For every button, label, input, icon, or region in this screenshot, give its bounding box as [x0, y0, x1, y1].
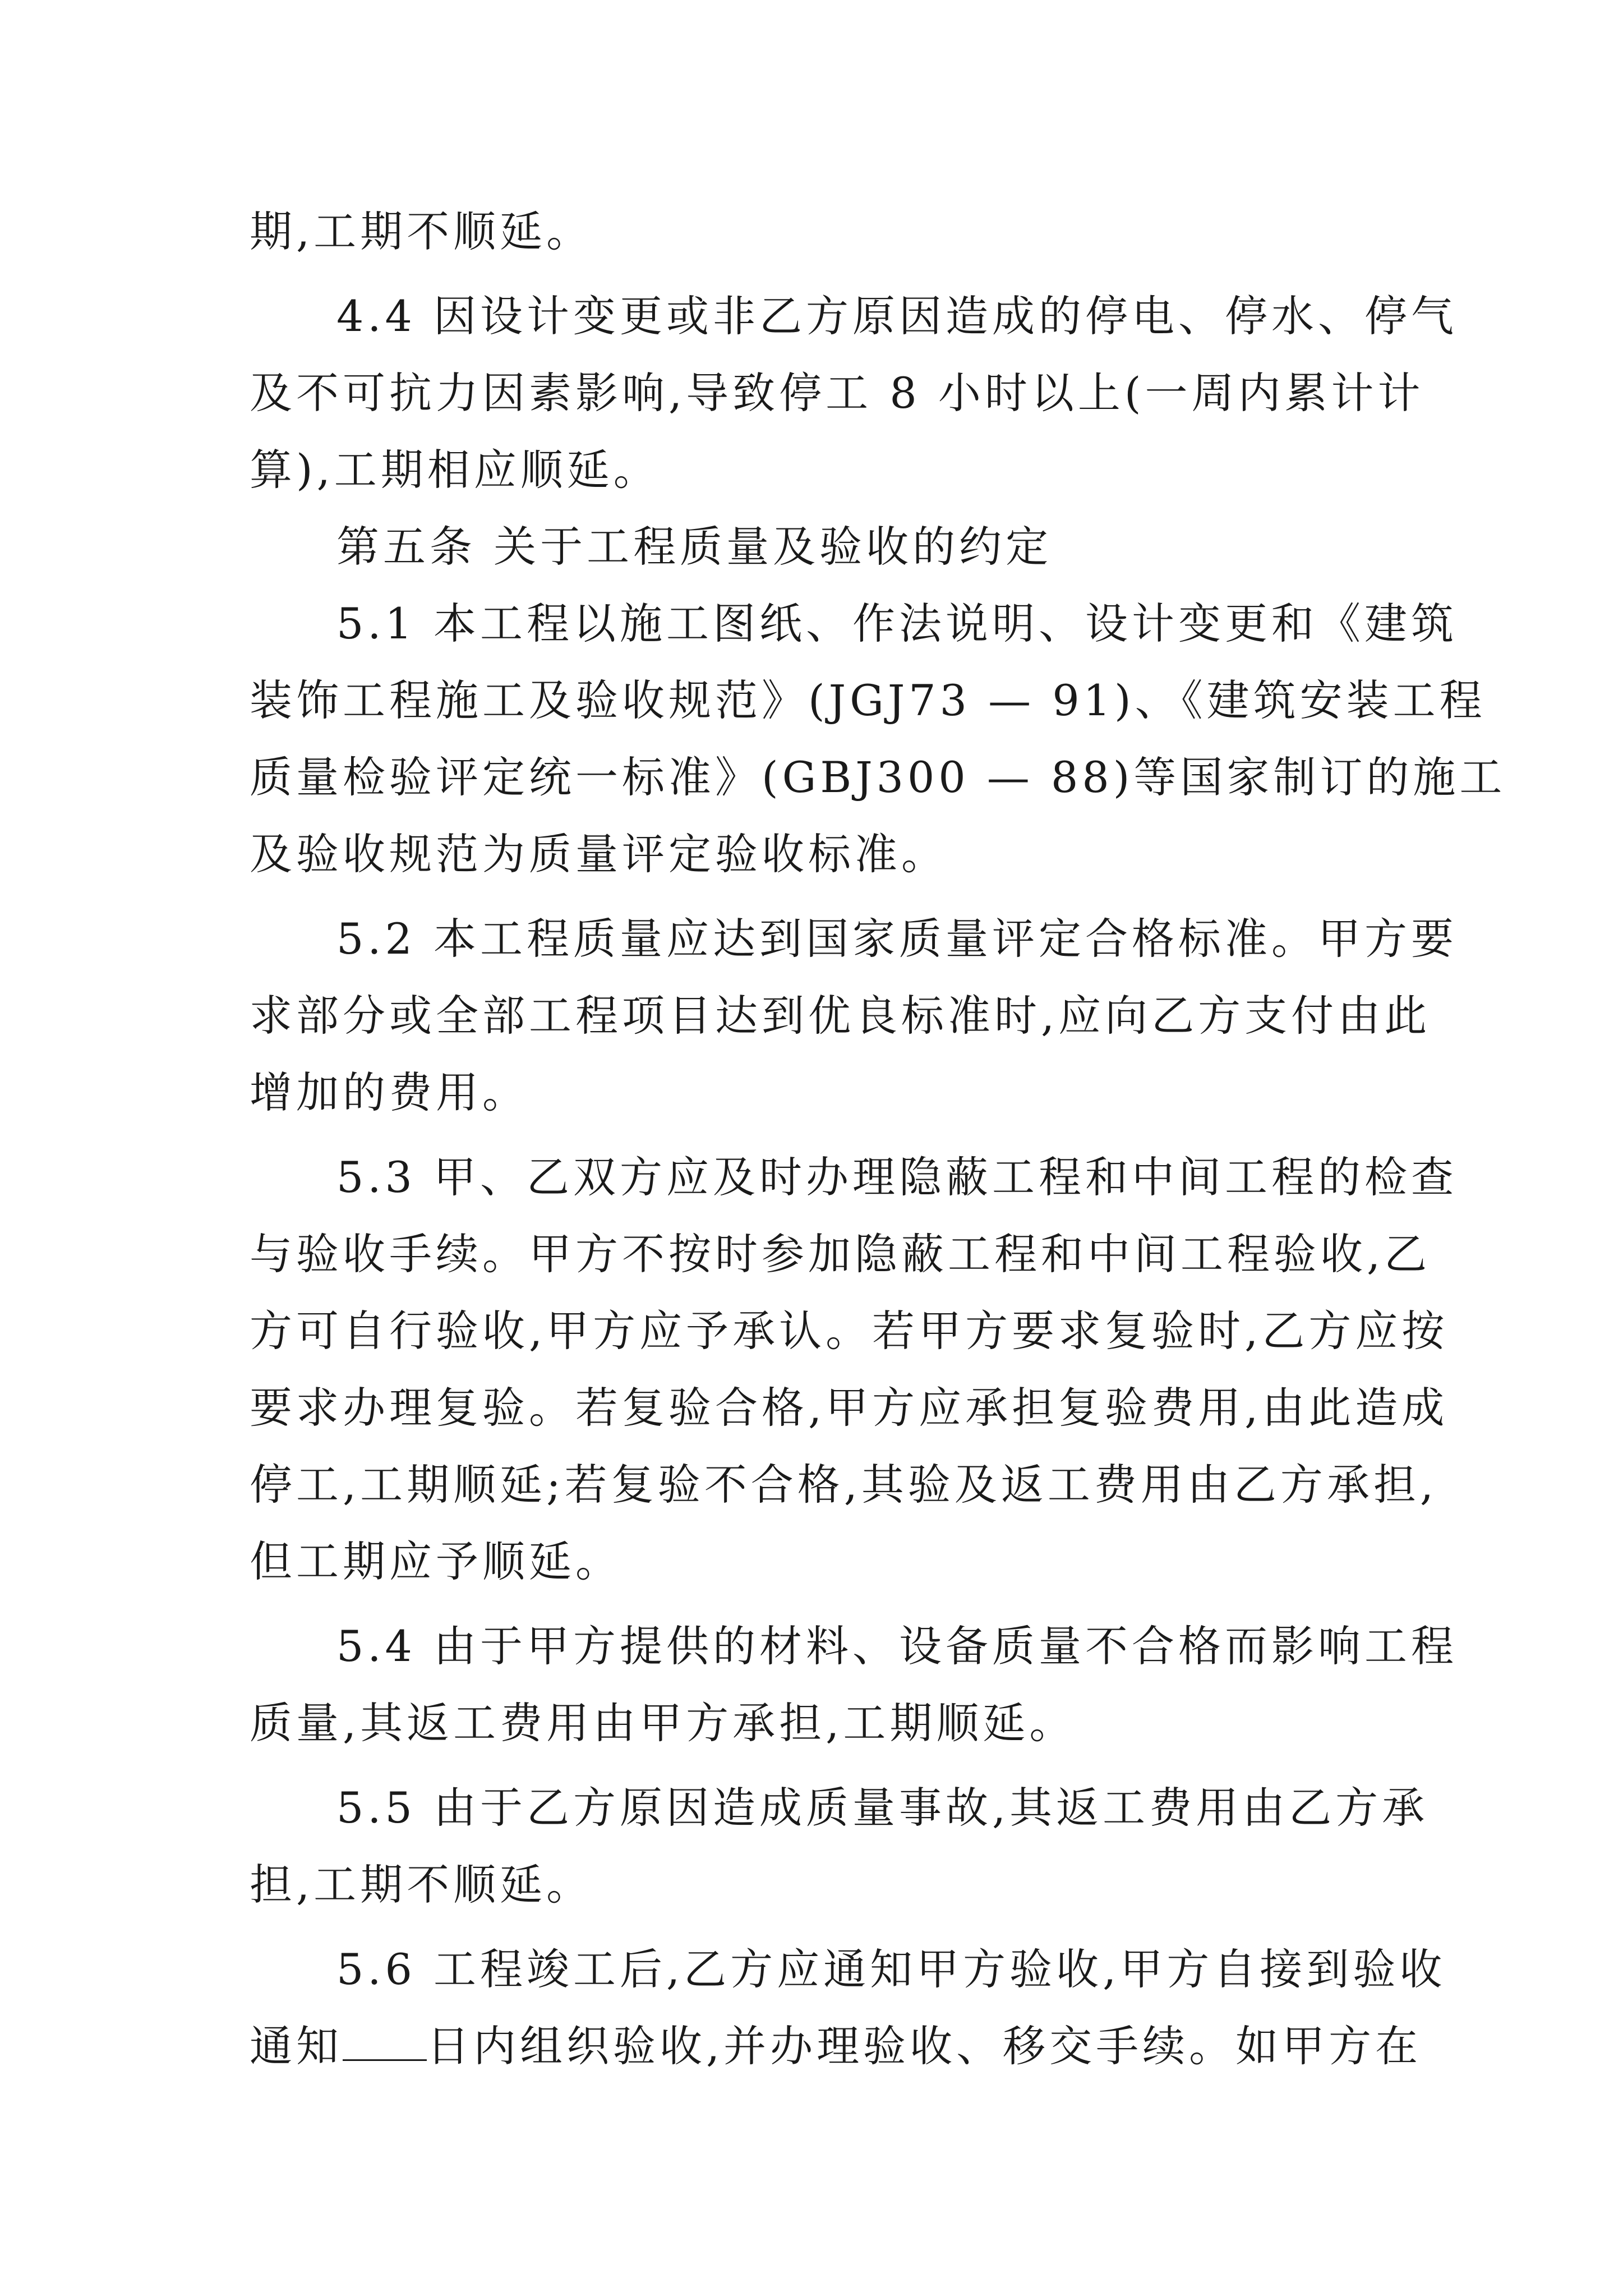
fill-in-blank[interactable]	[343, 2026, 427, 2061]
text-line: 4.4 因设计变更或非乙方原因造成的停电、停水、停气	[336, 291, 1458, 341]
text-line: 及不可抗力因素影响,导致停工 8 小时以上(一周内累计计	[250, 368, 1424, 418]
document-body	[250, 193, 1506, 2085]
text-fragment: 日内组织验收,并办理验收、移交手续。如甲方在	[427, 2021, 1422, 2071]
text-line: 求部分或全部工程项目达到优良标准时,应向乙方支付由此	[250, 991, 1431, 1041]
text-line: 5.3 甲、乙双方应及时办理隐蔽工程和中间工程的检查	[336, 1152, 1458, 1202]
text-line: 5.5 由于乙方原因造成质量事故,其返工费用由乙方承	[336, 1783, 1429, 1833]
text-line: 5.2 本工程质量应达到国家质量评定合格标准。甲方要	[336, 914, 1458, 964]
text-line: 5.1 本工程以施工图纸、作法说明、设计变更和《建筑	[336, 599, 1458, 648]
section-heading: 第五条 关于工程质量及验收的约定	[336, 522, 1053, 572]
text-line: 5.4 由于甲方提供的材料、设备质量不合格而影响工程	[336, 1621, 1458, 1671]
text-line: 停工,工期顺延;若复验不合格,其验及返工费用由乙方承担,	[250, 1460, 1438, 1510]
text-line: 装饰工程施工及验收规范》(JGJ73 — 91)、《建筑安装工程	[250, 675, 1486, 725]
text-line: 与验收手续。甲方不按时参加隐蔽工程和中间工程验收,乙	[250, 1229, 1431, 1279]
text-line: 及验收规范为质量评定验收标准。	[250, 829, 948, 879]
text-line: 质量检验评定统一标准》(GBJ300 — 88)等国家制订的施工	[250, 752, 1506, 802]
text-line: 质量,其返工费用由甲方承担,工期顺延。	[250, 1698, 1076, 1748]
text-fragment: 通知	[250, 2021, 343, 2071]
text-line: 担,工期不顺延。	[250, 1860, 593, 1910]
text-line: 要求办理复验。若复验合格,甲方应承担复验费用,由此造成	[250, 1383, 1449, 1433]
text-line: 5.6 工程竣工后,乙方应通知甲方验收,甲方自接到验收	[336, 1944, 1446, 1994]
text-line: 增加的费用。	[250, 1068, 529, 1117]
text-line: 方可自行验收,甲方应予承认。若甲方要求复验时,乙方应按	[250, 1306, 1449, 1356]
text-line: 算),工期相应顺延。	[250, 445, 660, 495]
text-line-with-blank	[250, 2008, 1422, 2085]
text-line: 期,工期不顺延。	[250, 206, 593, 256]
text-line: 但工期应予顺延。	[250, 1536, 622, 1586]
